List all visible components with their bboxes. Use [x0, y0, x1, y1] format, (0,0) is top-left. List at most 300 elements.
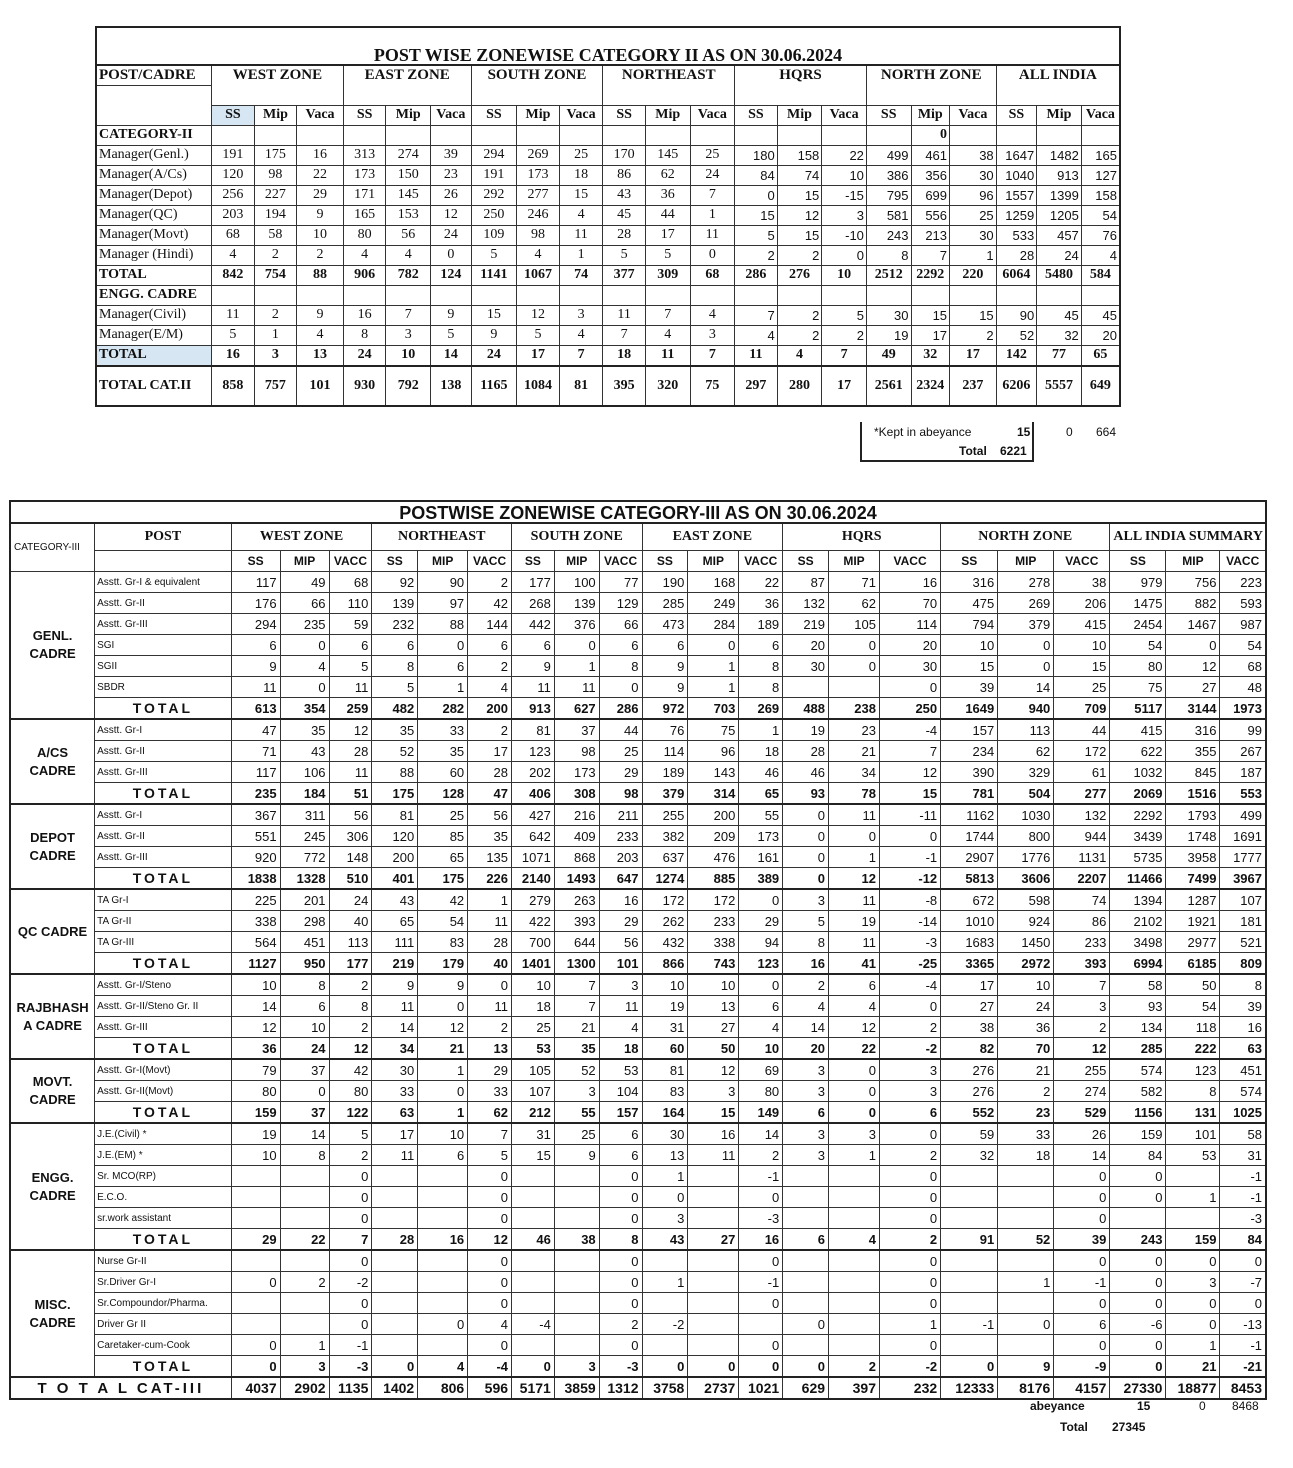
cat2-section-cell — [735, 285, 778, 305]
cat3-cell: 4 — [739, 1017, 783, 1038]
cat3-total-cell: 1328 — [280, 868, 329, 890]
cat2-subhead: Mip — [386, 105, 431, 125]
cat3-cell: 0 — [739, 1335, 783, 1356]
cat3-cell: 61 — [1054, 762, 1110, 783]
cat3-cell: 159 — [1110, 1123, 1166, 1145]
cat3-cell: 33 — [998, 1123, 1054, 1145]
cat3-row — [10, 1208, 1266, 1229]
cat3-cell — [783, 1293, 829, 1314]
cat3-cell — [280, 1187, 329, 1208]
cat3-cell: 66 — [599, 614, 642, 635]
cat3-total-cell: 250 — [880, 698, 941, 720]
cat2-row-cell: 7 — [645, 305, 690, 325]
cat2-section-label: CATEGORY-II — [96, 125, 212, 145]
cat3-total-cell: 52 — [998, 1229, 1054, 1251]
cat3-cell: 0 — [739, 889, 783, 911]
cat3-cell: 7 — [468, 1123, 512, 1145]
cat2-row-cell: 170 — [603, 145, 646, 165]
cat3-cell: 39 — [941, 677, 998, 698]
cat2-row-cell: 1 — [690, 205, 735, 225]
cat3-post-label: Asstt. Gr-II — [95, 826, 232, 847]
cat3-post-label: Caretaker-cum-Cook — [95, 1335, 232, 1356]
cat3-cell: 5 — [372, 677, 418, 698]
cat3-cell: 55 — [739, 804, 783, 826]
cat3-cell — [418, 1293, 468, 1314]
cat3-cell: 35 — [418, 741, 468, 762]
cat3-cell: 521 — [1220, 932, 1266, 953]
cat3-total-cell: 38 — [554, 1229, 599, 1251]
cat2-total2-row-cell: 24 — [471, 345, 517, 366]
cat2-subhead: Mip — [645, 105, 690, 125]
cat3-cell — [372, 1272, 418, 1293]
cat2-zone-gap-5 — [866, 86, 996, 106]
cat2-row-cell: 150 — [386, 165, 431, 185]
cat3-cell: 0 — [642, 1187, 688, 1208]
cat2-row-cell: 158 — [777, 145, 822, 165]
cat3-cell: 75 — [1110, 677, 1166, 698]
cat3-cell: 234 — [941, 741, 998, 762]
cat3-cell: 30 — [372, 1059, 418, 1081]
cat3-cell: 3498 — [1110, 932, 1166, 953]
cat3-total-cell: 781 — [941, 783, 998, 805]
cat3-cell: 868 — [554, 847, 599, 868]
cat3-cell: 3 — [1166, 1272, 1220, 1293]
cat3-cell: 235 — [280, 614, 329, 635]
cat3-cell: 97 — [418, 593, 468, 614]
cat3-cell: 0 — [468, 1166, 512, 1187]
cat3-total-cell: 62 — [468, 1102, 512, 1124]
cat3-cell: 0 — [329, 1250, 372, 1272]
cat3-cell: 2 — [880, 1145, 941, 1166]
cat3-total-cell: 23 — [998, 1102, 1054, 1124]
cat3-cell: 2 — [329, 1145, 372, 1166]
cat2-row-cell: 32 — [1037, 325, 1082, 345]
cat3-cell: 6 — [418, 1145, 468, 1166]
cat3-cell: 26 — [1054, 1123, 1110, 1145]
cat3-total-cell: 131 — [1166, 1102, 1220, 1124]
cat3-cell: 6 — [739, 635, 783, 656]
cat3-subhead: SS — [941, 551, 998, 572]
cat3-total-cell: 1300 — [554, 953, 599, 975]
cat2-grand-row-cell: 2561 — [866, 366, 911, 406]
cat3-cell: 39 — [1220, 996, 1266, 1017]
cat2-row-cell: 1647 — [996, 145, 1037, 165]
cat3-cell: 58 — [1220, 1123, 1266, 1145]
cat2-total-row-label: TOTAL — [96, 265, 212, 285]
cat3-cell: 1748 — [1166, 826, 1220, 847]
cat3-cell: 14 — [280, 1123, 329, 1145]
cat3-cell: 19 — [231, 1123, 280, 1145]
cat3-subhead: SS — [512, 551, 555, 572]
cat3-cell: 6 — [642, 635, 688, 656]
cat3-total-cell: 1838 — [231, 868, 280, 890]
cat3-total-cell: 1156 — [1110, 1102, 1166, 1124]
cat2-total-row — [96, 265, 1120, 285]
cat3-cadre-label: DEPOT CADRE — [10, 804, 95, 889]
cat3-cell: -4 — [512, 1314, 555, 1335]
cat3-total-cell: 15 — [880, 783, 941, 805]
cat2-row-cell: 533 — [996, 225, 1037, 245]
cat2-row-cell: 556 — [911, 205, 950, 225]
cat3-total-cell: 552 — [941, 1102, 998, 1124]
cat2-total-row-cell: 782 — [386, 265, 431, 285]
cat3-cell: 263 — [554, 889, 599, 911]
cat2-row-cell: 145 — [386, 185, 431, 205]
cat2-section-cell — [822, 125, 867, 145]
cat3-cell: 176 — [231, 593, 280, 614]
cat2-row-cell: 15 — [777, 225, 822, 245]
cat3-cell: 54 — [1220, 635, 1266, 656]
cat2-total-row-cell: 276 — [777, 265, 822, 285]
cat3-cell: 2907 — [941, 847, 998, 868]
cat2-zone-6: ALL INDIA — [996, 65, 1120, 86]
cat3-cell: 31 — [1220, 1145, 1266, 1166]
cat3-cell: 882 — [1166, 593, 1220, 614]
cat3-cell — [231, 1250, 280, 1272]
cat3-total-cell: 406 — [512, 783, 555, 805]
cat3-total-cell: 866 — [642, 953, 688, 975]
cat3-cell: 144 — [468, 614, 512, 635]
cat3-cell: 8 — [739, 656, 783, 677]
cat3-total-cell: 703 — [688, 698, 739, 720]
cat3-total-cell: 2069 — [1110, 783, 1166, 805]
cat3-grand-cell: 3859 — [554, 1377, 599, 1399]
cat3-cell — [554, 1208, 599, 1229]
cat2-section-cell — [431, 285, 472, 305]
cat2-section-cell — [254, 285, 297, 305]
cat2-grand-row-cell: 138 — [431, 366, 472, 406]
cat3-table — [9, 522, 1267, 1400]
cat3-total-cell: -3 — [599, 1356, 642, 1378]
cat3-cell: 1921 — [1166, 911, 1220, 932]
cat3-row — [10, 1335, 1266, 1356]
cat2-row-cell: 1557 — [996, 185, 1037, 205]
cat3-cell: 0 — [599, 1187, 642, 1208]
cat3-cell: 1683 — [941, 932, 998, 953]
cat3-cell: 2 — [599, 1314, 642, 1335]
cat3-total-cell: 3144 — [1166, 698, 1220, 720]
cat2-row-cell: 127 — [1081, 165, 1120, 185]
cat2-total-row-cell: 2292 — [911, 265, 950, 285]
cat3-cell: 10 — [231, 974, 280, 996]
cat2-row-label: Manager(QC) — [96, 205, 212, 225]
cat3-total-cell: -25 — [880, 953, 941, 975]
cat2-row-cell: 171 — [343, 185, 386, 205]
cat3-cell: 376 — [554, 614, 599, 635]
cat3-cell: 6 — [329, 635, 372, 656]
cat3-cell: 10 — [642, 974, 688, 996]
cat2-row — [96, 165, 1120, 185]
cat2-zone-gap-1 — [343, 86, 471, 106]
cat3-cell: 187 — [1220, 762, 1266, 783]
cat2-row-cell: 25 — [950, 205, 997, 225]
cat3-cell — [998, 1335, 1054, 1356]
cat3-cell: 157 — [941, 719, 998, 741]
cat3-cell: 0 — [329, 1314, 372, 1335]
cat3-cell: 0 — [280, 1081, 329, 1102]
cat3-cell: 11 — [688, 1145, 739, 1166]
cat3-cell: 0 — [554, 635, 599, 656]
cat3-total-cell: 743 — [688, 953, 739, 975]
cat3-total-cell: 63 — [1220, 1038, 1266, 1060]
cat3-cell: 83 — [418, 932, 468, 953]
cat3-total-row — [10, 698, 1266, 720]
cat3-cell: 11 — [372, 996, 418, 1017]
cat3-cell: 81 — [372, 804, 418, 826]
cat2-section-cell — [996, 125, 1037, 145]
cat3-cell: 8 — [783, 932, 829, 953]
cat3-cell: 582 — [1110, 1081, 1166, 1102]
cat3-cell: 17 — [372, 1123, 418, 1145]
cat3-cell: 62 — [829, 593, 880, 614]
cat3-cell: 0 — [468, 974, 512, 996]
cat3-total-cell: 128 — [418, 783, 468, 805]
cat3-cell — [418, 1250, 468, 1272]
cat3-total-cell: 510 — [329, 868, 372, 890]
cat3-cell: 93 — [1110, 996, 1166, 1017]
cat3-cell: 14 — [231, 996, 280, 1017]
cat3-cell: 9 — [642, 656, 688, 677]
cat3-total-cell: 122 — [329, 1102, 372, 1124]
cat3-total-cell: 157 — [599, 1102, 642, 1124]
cat3-cell: 944 — [1054, 826, 1110, 847]
cat3-post-label: TA Gr-I — [95, 889, 232, 911]
cat2-section2-label: ENGG. CADRE — [96, 285, 212, 305]
cat3-total-cell: 3967 — [1220, 868, 1266, 890]
cat3-cell — [554, 1335, 599, 1356]
cat3-cell: 88 — [418, 614, 468, 635]
cat3-cell — [372, 1166, 418, 1187]
cat3-total-cell: 885 — [688, 868, 739, 890]
cat2-row-cell: 17 — [645, 225, 690, 245]
cat3-cell: 118 — [1166, 1017, 1220, 1038]
cat3-cell: 2454 — [1110, 614, 1166, 635]
cat3-cell: 66 — [280, 593, 329, 614]
cat3-cell: 233 — [1054, 932, 1110, 953]
cat3-cell — [1110, 1208, 1166, 1229]
cat2-row-cell: 1482 — [1037, 145, 1082, 165]
cat2-row-cell: 3 — [559, 305, 603, 325]
cat2-subhead: Vaca — [950, 105, 997, 125]
cat3-total-cell: 286 — [599, 698, 642, 720]
cat3-cell: 0 — [829, 656, 880, 677]
cat2-row-cell: 8 — [866, 245, 911, 265]
cat3-total-cell: 22 — [280, 1229, 329, 1251]
cat3-cell — [783, 677, 829, 698]
cat3-final-total-label: Total — [1060, 1420, 1088, 1434]
cat3-cell: 43 — [280, 741, 329, 762]
cat2-row-cell: -10 — [822, 225, 867, 245]
cat2-total-row-cell: 842 — [212, 265, 255, 285]
cat3-cell: 10 — [688, 974, 739, 996]
cat2-total-row-cell: 220 — [950, 265, 997, 285]
cat2-row-cell: 29 — [297, 185, 344, 205]
cat3-post-label: Asstt. Gr-III — [95, 614, 232, 635]
cat2-row-cell: 12 — [431, 205, 472, 225]
cat2-row-cell: 24 — [1037, 245, 1082, 265]
cat3-cell: 0 — [880, 826, 941, 847]
cat2-row-cell: 84 — [735, 165, 778, 185]
cat3-subhead: VACC — [1220, 551, 1266, 572]
cat3-cell — [554, 1250, 599, 1272]
cat3-cell: 18 — [998, 1145, 1054, 1166]
cat3-total-cell: 21 — [1166, 1356, 1220, 1378]
cat3-cell: 132 — [1054, 804, 1110, 826]
cat3-cell: 209 — [688, 826, 739, 847]
cat3-cell: 0 — [599, 677, 642, 698]
cat3-row — [10, 614, 1266, 635]
cat3-cell: 11 — [231, 677, 280, 698]
cat2-row-cell: 294 — [471, 145, 517, 165]
cat3-cell: 598 — [998, 889, 1054, 911]
cat3-cell: 106 — [280, 762, 329, 783]
cat3-cell: 0 — [1054, 1250, 1110, 1272]
cat3-row — [10, 911, 1266, 932]
cat3-cell — [642, 1335, 688, 1356]
cat2-subhead: Vaca — [690, 105, 735, 125]
cat3-cell — [554, 1293, 599, 1314]
cat3-cell: 5 — [329, 656, 372, 677]
cat2-grand-row-cell: 395 — [603, 366, 646, 406]
cat3-total-cell: 10 — [739, 1038, 783, 1060]
cat3-total-cell: 6 — [880, 1102, 941, 1124]
cat3-cell: 5 — [468, 1145, 512, 1166]
cat3-cell: 105 — [512, 1059, 555, 1081]
cat3-total-cell: 401 — [372, 868, 418, 890]
cat3-footer — [1000, 1398, 1270, 1442]
cat2-section-cell — [471, 285, 517, 305]
cat3-cell: 7 — [880, 741, 941, 762]
cat2-total-row-cell: 1141 — [471, 265, 517, 285]
cat3-cell — [1166, 1208, 1220, 1229]
cat3-post-label: TA Gr-III — [95, 932, 232, 953]
cat2-total2-row-cell: 3 — [254, 345, 297, 366]
cat3-total-cell: 940 — [998, 698, 1054, 720]
cat2-total-row-cell: 88 — [297, 265, 344, 285]
cat2-row-cell: 2 — [297, 245, 344, 265]
cat3-subhead: MIP — [688, 551, 739, 572]
cat3-cell: 2977 — [1166, 932, 1220, 953]
cat3-cell: 4 — [280, 656, 329, 677]
cat2-row-cell: 12 — [777, 205, 822, 225]
cat3-total-cell: 16 — [418, 1229, 468, 1251]
cat3-cell: 6 — [231, 635, 280, 656]
cat3-cell: 53 — [1166, 1145, 1220, 1166]
cat2-zone-1: EAST ZONE — [343, 65, 471, 86]
cat3-cell: 203 — [599, 847, 642, 868]
cat3-total-cell: 200 — [468, 698, 512, 720]
cat3-cell: 107 — [1220, 889, 1266, 911]
cat3-cell — [688, 1272, 739, 1293]
cat3-cell: 32 — [941, 1145, 998, 1166]
cat3-post-label: J.E.(EM) * — [95, 1145, 232, 1166]
cat3-cell — [829, 1314, 880, 1335]
cat3-cell: 0 — [599, 1250, 642, 1272]
cat2-zone-4: HQRS — [735, 65, 867, 86]
cat3-cell: 6 — [599, 1145, 642, 1166]
cat3-cell: 8 — [599, 656, 642, 677]
cat2-row-cell: 24 — [690, 165, 735, 185]
cat3-cell: 161 — [739, 847, 783, 868]
cat3-cell — [642, 1293, 688, 1314]
cat2-row — [96, 205, 1120, 225]
cat3-cell: 0 — [1110, 1335, 1166, 1356]
cat3-cell: 42 — [418, 889, 468, 911]
cat3-grand-cell: 8176 — [998, 1377, 1054, 1399]
cat3-post-label: sr.work assistant — [95, 1208, 232, 1229]
cat2-row-cell: 153 — [386, 205, 431, 225]
cat3-cell: 23 — [829, 719, 880, 741]
cat3-cell: 11 — [512, 677, 555, 698]
cat2-section-cell — [911, 285, 950, 305]
cat2-subheader-row — [96, 105, 1120, 125]
cat2-row-cell: 22 — [297, 165, 344, 185]
cat3-total-cell: 2 — [829, 1356, 880, 1378]
cat3-total-cell: 50 — [688, 1038, 739, 1060]
cat3-cell: 338 — [688, 932, 739, 953]
cat3-total-cell: 47 — [468, 783, 512, 805]
cat3-cell: 0 — [329, 1166, 372, 1187]
cat3-cell: 88 — [372, 762, 418, 783]
cat3-cell: 284 — [688, 614, 739, 635]
cat3-subheader-row — [10, 551, 1266, 572]
cat3-cell — [829, 1293, 880, 1314]
cat3-row — [10, 572, 1266, 593]
cat3-cell: 355 — [1166, 741, 1220, 762]
cat3-total-cell: 28 — [372, 1229, 418, 1251]
cat3-total-cell: 2 — [880, 1229, 941, 1251]
cat3-subhead: MIP — [1166, 551, 1220, 572]
cat3-cell: 2 — [880, 1017, 941, 1038]
cat3-cell: 202 — [512, 762, 555, 783]
cat2-row-cell: 16 — [343, 305, 386, 325]
cat2-section2-row — [96, 285, 1120, 305]
cat2-total-row-cell: 309 — [645, 265, 690, 285]
cat3-cadre-label: ENGG. CADRE — [10, 1123, 95, 1250]
cat3-cell: 278 — [998, 572, 1054, 593]
cat3-cell: 6 — [599, 1123, 642, 1145]
cat3-cell: 11 — [468, 911, 512, 932]
cat2-grand-row-cell: 1165 — [471, 366, 517, 406]
cat2-row-cell: 461 — [911, 145, 950, 165]
cat2-section-cell — [1037, 285, 1082, 305]
cat3-grand-cell: 232 — [880, 1377, 941, 1399]
cat2-row-cell: 269 — [517, 145, 560, 165]
cat3-cell: 1 — [739, 719, 783, 741]
cat3-cell: 54 — [418, 911, 468, 932]
cat3-cell: 80 — [1110, 656, 1166, 677]
cat3-cell: 21 — [554, 1017, 599, 1038]
cat3-cell: 637 — [642, 847, 688, 868]
cat3-total-cell: 972 — [642, 698, 688, 720]
cat2-row-cell: 4 — [386, 245, 431, 265]
cat3-subhead: VACC — [599, 551, 642, 572]
cat2-row-cell: 313 — [343, 145, 386, 165]
cat3-cell — [280, 1250, 329, 1272]
cat3-cell — [998, 1250, 1054, 1272]
cat2-row-cell: 1 — [950, 245, 997, 265]
cat3-final-total: 27345 — [1112, 1420, 1146, 1434]
cat2-total-row-cell: 906 — [343, 265, 386, 285]
cat3-cell: 644 — [554, 932, 599, 953]
cat3-cell: 12 — [231, 1017, 280, 1038]
cat3-total-cell: 1493 — [554, 868, 599, 890]
cat2-grand-row-cell: 101 — [297, 366, 344, 406]
cat3-total-cell: 8 — [599, 1229, 642, 1251]
cat3-total-cell: 12 — [329, 1038, 372, 1060]
cat2-section-cell — [950, 285, 997, 305]
cat3-cell — [941, 1250, 998, 1272]
